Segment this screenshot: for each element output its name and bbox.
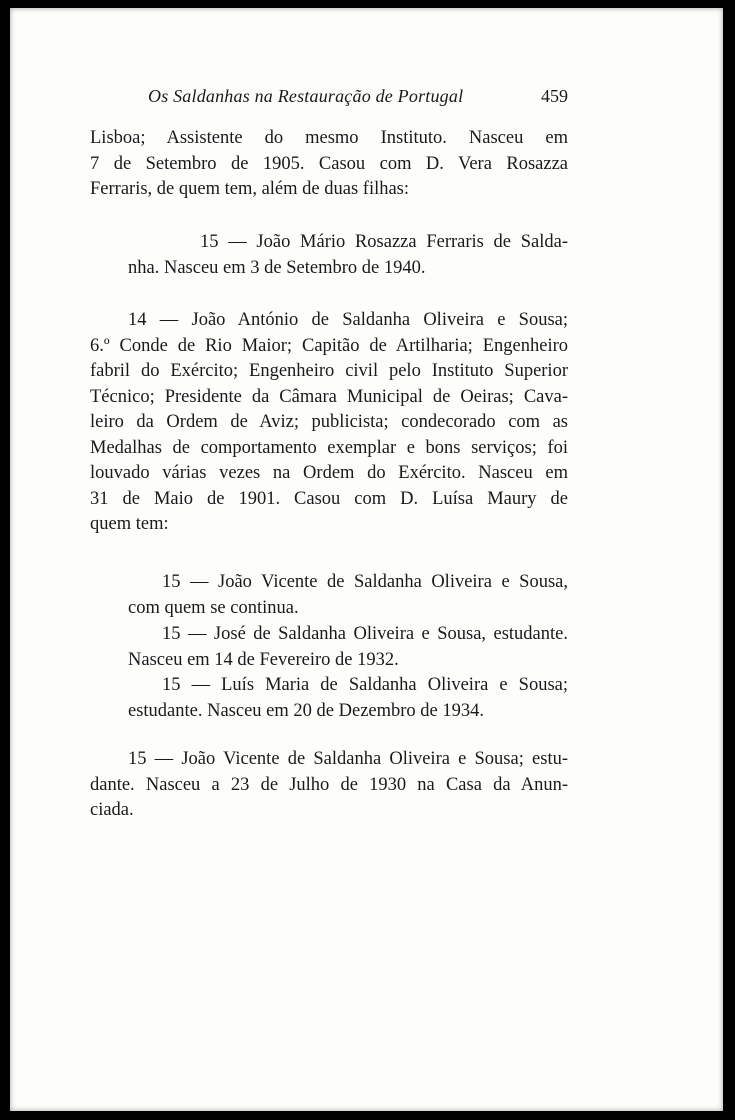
- page-header: [90, 86, 568, 110]
- paragraph-continuation: [90, 126, 568, 203]
- text-line: Técnico; Presidente da Câmara Municipal de Oeiras; Cava-: [90, 386, 568, 407]
- text-line: dante. Nasceu a 23 de Julho de 1930 na Casa da Anun-: [90, 774, 568, 795]
- text-line: fabril do Exército; Engenheiro civil pelo Instituto Superior: [90, 361, 568, 381]
- text-line: 31 de Maio de 1901. Casou com D. Luísa Maury de: [90, 488, 568, 509]
- text-line: 15 — Luís Maria de Saldanha Oliveira e Sousa;: [162, 675, 568, 695]
- text-line: estudante. Nasceu em 20 de Dezembro de 1934.: [128, 700, 484, 721]
- text-line: Nasceu em 14 de Fevereiro de 1932.: [128, 649, 399, 670]
- text-line: 15 — José de Saldanha Oliveira e Sousa, estudante.: [162, 624, 568, 644]
- genealogy-entry: [128, 230, 568, 281]
- page-number: 459: [541, 86, 568, 106]
- text-line: Medalhas de comportamento exemplar e bons serviços; foi: [90, 437, 568, 458]
- text-line: quem tem:: [90, 514, 169, 534]
- text-line: 6.º Conde de Rio Maior; Capitão de Artilharia; Engenheiro: [90, 335, 568, 356]
- text-line: leiro da Ordem de Aviz; publicista; condecorado com as: [90, 412, 568, 432]
- genealogy-entry: [128, 673, 568, 724]
- genealogy-entry: [90, 747, 568, 824]
- text-line: louvado várias vezes na Ordem do Exército. Nasceu em: [90, 463, 568, 483]
- text-line: Ferraris, de quem tem, além de duas filhas:: [90, 179, 410, 199]
- text-line: 15 — João Vicente de Saldanha Oliveira e Sousa; estu-: [128, 749, 568, 769]
- running-title: Os Saldanhas na Restauração de Portugal: [148, 86, 464, 106]
- text-line: com quem se continua.: [128, 597, 299, 618]
- text-line: 7 de Setembro de 1905. Casou com D. Vera Rosazza: [90, 153, 568, 174]
- text-line: 15 — João Vicente de Saldanha Oliveira e Sousa,: [162, 572, 568, 592]
- genealogy-entry: [128, 570, 568, 621]
- genealogy-entry: [90, 308, 568, 538]
- text-line: 15 — João Mário Rosazza Ferraris de Salda-: [200, 232, 568, 252]
- book-page: [10, 8, 723, 1111]
- text-line: Lisboa; Assistente do mesmo Instituto. Nasceu em: [90, 128, 568, 148]
- text-line: 14 — João António de Saldanha Oliveira e Sousa;: [128, 310, 568, 330]
- text-line: nha. Nasceu em 3 de Setembro de 1940.: [128, 257, 426, 278]
- text-line: ciada.: [90, 800, 134, 820]
- genealogy-entry: [128, 622, 568, 673]
